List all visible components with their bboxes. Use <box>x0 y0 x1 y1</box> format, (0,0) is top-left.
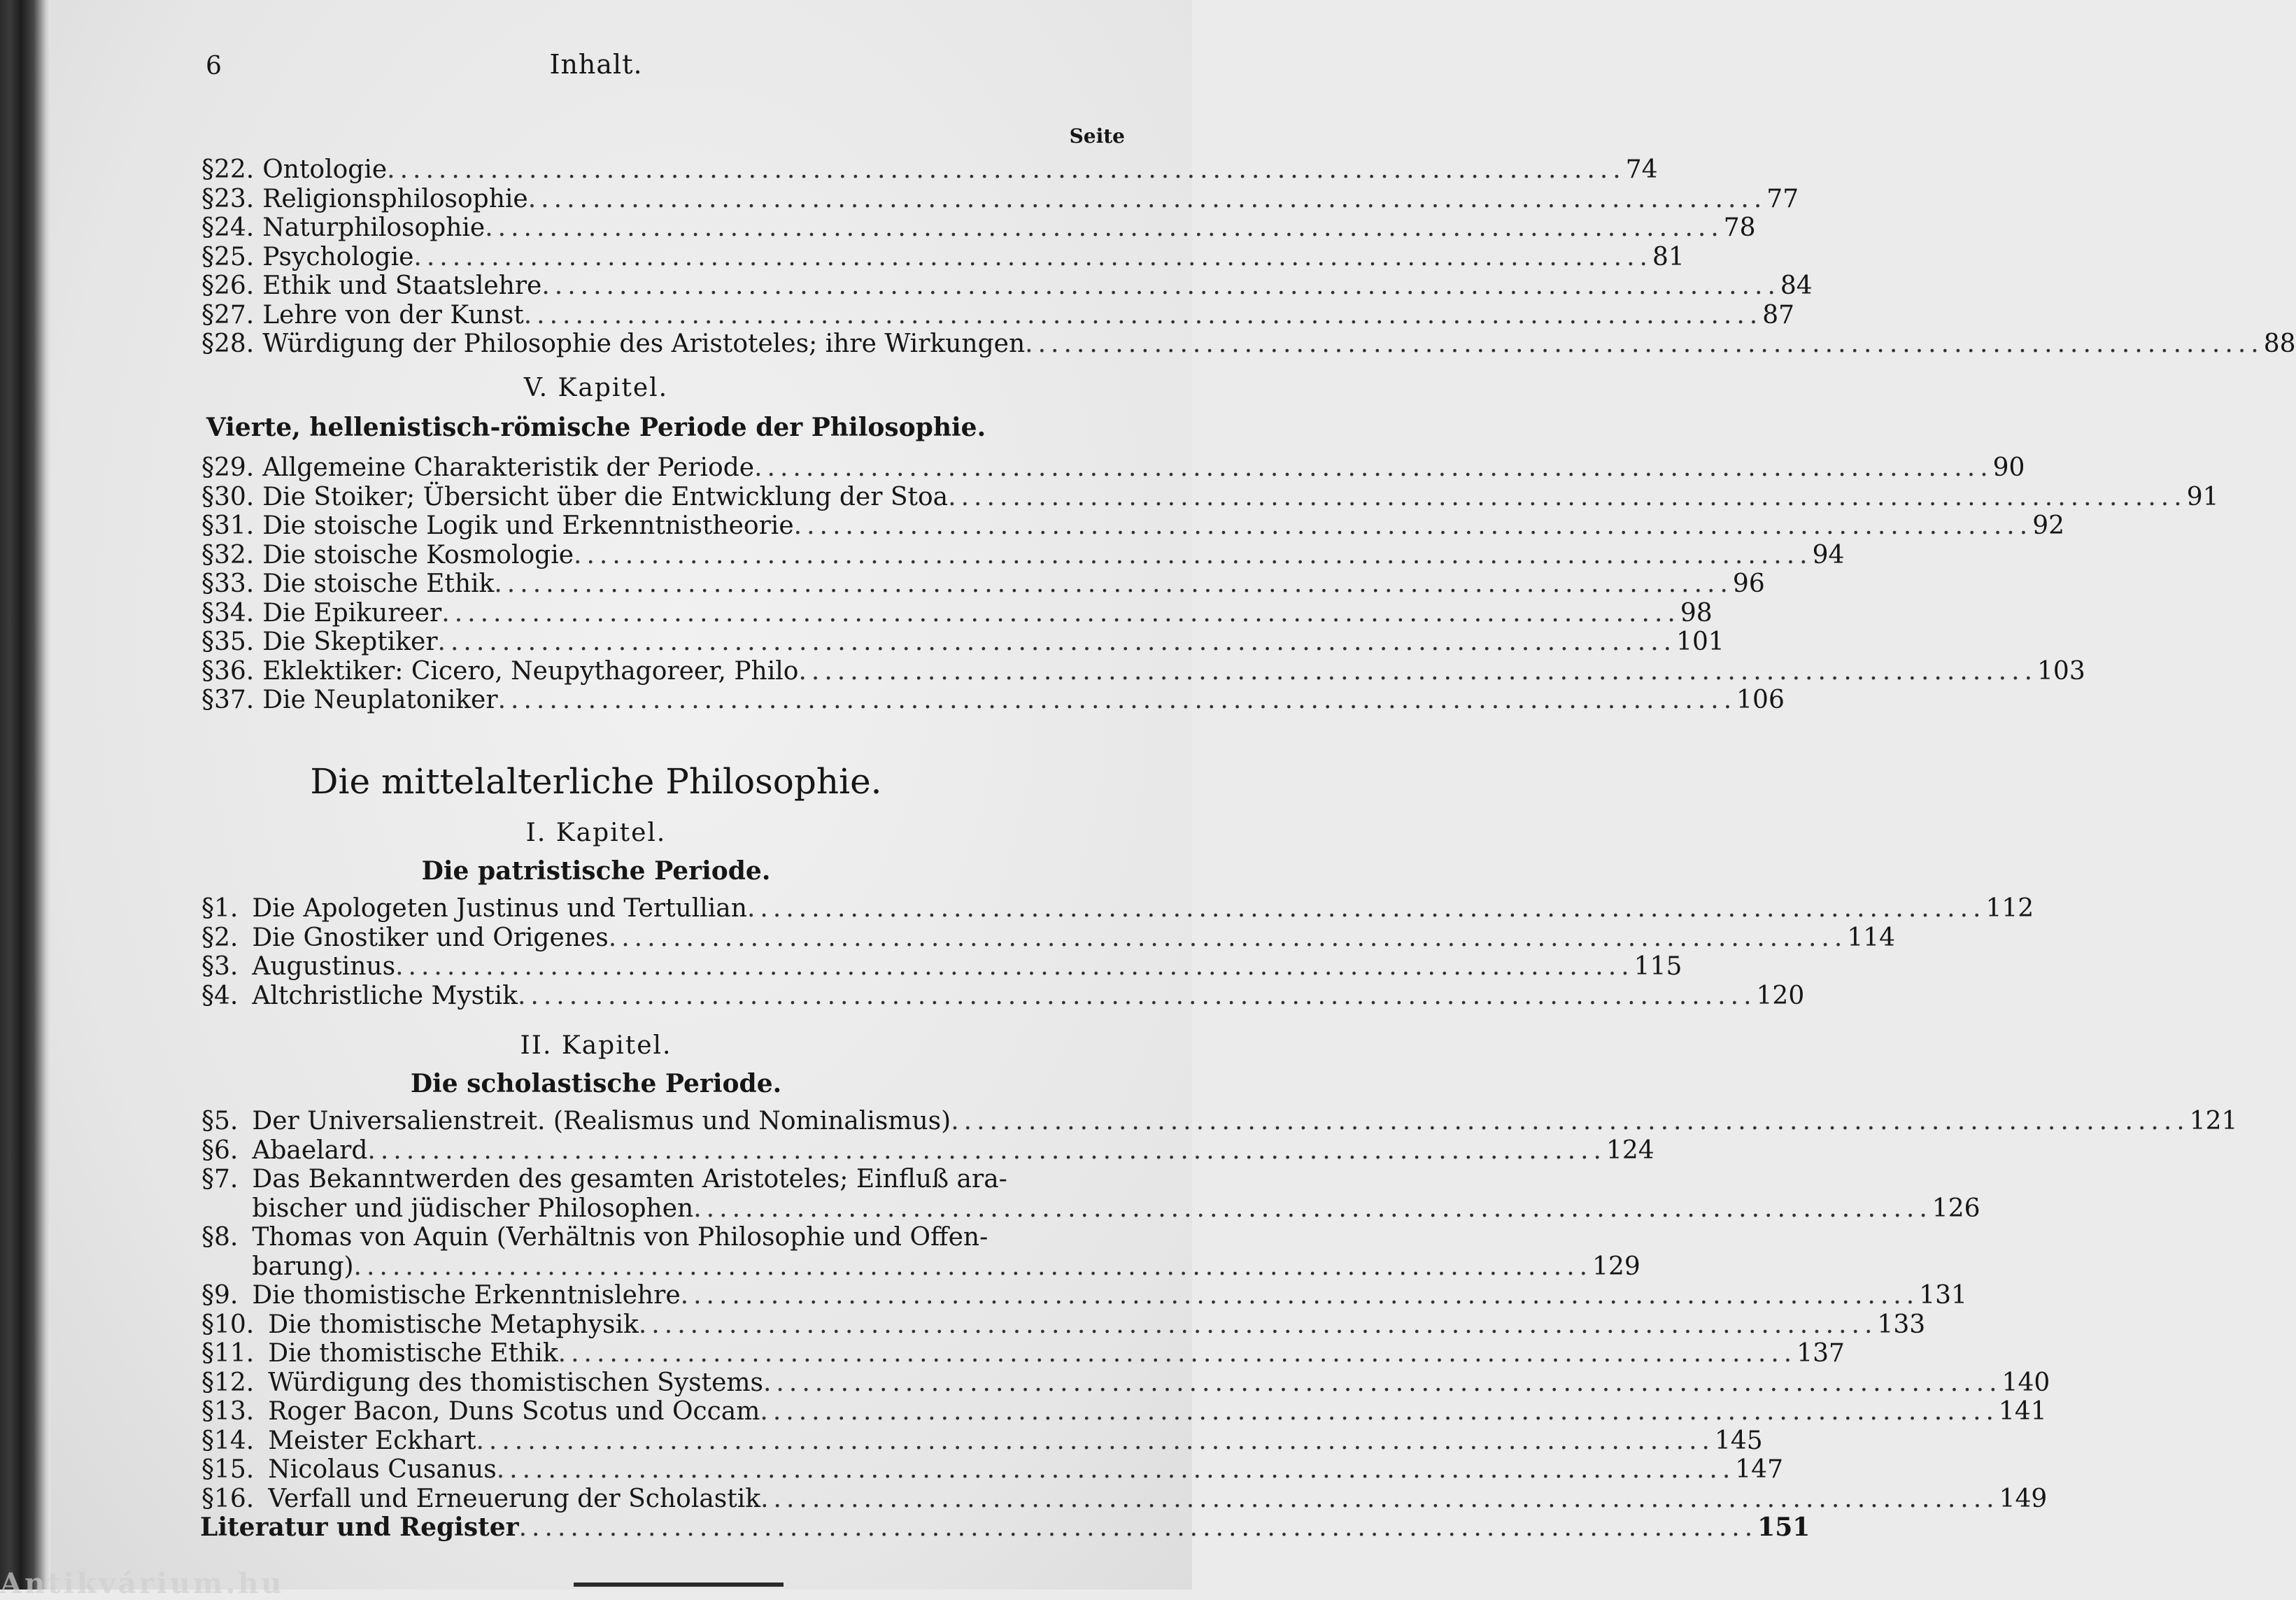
entry-number: 8. <box>214 1223 239 1252</box>
entry-number: 4. <box>214 981 239 1010</box>
entry-number: 24. <box>214 213 255 242</box>
entry-number: 15. <box>214 1455 255 1484</box>
section-sign: § <box>201 271 214 300</box>
entry-title: Die Stoiker; Übersicht über die Entwicklung der Stoa <box>262 482 949 511</box>
leader-dots: ................................................................................................ <box>485 213 1724 242</box>
section-sign: § <box>201 1135 214 1165</box>
toc-entry[interactable] <box>201 1368 2050 1398</box>
leader-dots: ................................................................................................ <box>517 981 1757 1010</box>
toc-block-aristoteles <box>201 155 2296 359</box>
entry-page: 92 <box>2032 511 2064 540</box>
page-number: 6 <box>206 52 222 80</box>
section-sign: § <box>201 453 214 482</box>
entry-title: Altchristliche Mystik <box>252 981 518 1010</box>
toc-entry[interactable] <box>201 242 1685 272</box>
entry-title: Die Gnostiker und Origenes <box>252 923 609 952</box>
toc-entry[interactable] <box>201 1455 1783 1485</box>
section-sign: § <box>201 1455 214 1484</box>
entry-title: Würdigung des thomistischen Systems <box>268 1368 763 1397</box>
entry-number: 35. <box>214 628 255 656</box>
leader-dots: ................................................................................................ <box>760 1484 1999 1513</box>
toc-entry[interactable] <box>201 628 1724 657</box>
leader-dots: ................................................................................................ <box>763 1368 2002 1397</box>
section-sign: § <box>201 894 214 923</box>
entry-title: Würdigung der Philosophie des Aristoteles; ihre Wirkungen <box>262 330 1026 358</box>
entry-number: 32. <box>214 540 255 569</box>
entry-page: 133 <box>1877 1310 1926 1339</box>
entry-page: 129 <box>1592 1252 1640 1281</box>
entry-number: 10. <box>214 1310 255 1339</box>
entry-title-line1: Thomas von Aquin (Verhältnis von Philosophie und Offen- <box>252 1223 988 1252</box>
entry-number: 30. <box>214 482 255 511</box>
entry-number: 33. <box>214 569 255 598</box>
leader-dots: ................................................................................................ <box>497 686 1737 714</box>
entry-title: Meister Eckhart <box>268 1426 476 1455</box>
entry-number: 26. <box>214 271 255 300</box>
entry-page: 96 <box>1732 569 1765 598</box>
watermark: Antikvárium.hu <box>0 1567 285 1600</box>
entry-title: Nicolaus Cusanus <box>268 1455 497 1484</box>
entry-page: 149 <box>1999 1484 2048 1513</box>
section-sign: § <box>201 1339 214 1368</box>
leader-dots: ................................................................................................ <box>951 1107 2190 1135</box>
entry-page: 98 <box>1680 598 1713 628</box>
leader-dots: ................................................................................................ <box>798 656 2038 686</box>
entry-number: 16. <box>214 1484 255 1513</box>
section-sign: § <box>201 981 214 1010</box>
leader-dots: ................................................................................................ <box>1025 330 2264 358</box>
toc-entry[interactable] <box>201 155 1658 185</box>
toc-entry[interactable] <box>201 1426 1763 1456</box>
entry-title-line1: Das Bekanntwerden des gesamten Aristoteles; Einfluß ara- <box>252 1165 1007 1194</box>
toc-entry[interactable] <box>201 1135 1654 1166</box>
bottom-rule <box>574 1583 784 1587</box>
entry-title-line2: barung) <box>252 1252 354 1281</box>
entry-title-line2: bischer und jüdischer Philosophen <box>252 1194 694 1223</box>
chapter-1-label: I. Kapitel. <box>525 819 667 847</box>
leader-dots: ................................................................................................ <box>558 1339 1797 1368</box>
leader-dots: ................................................................................................ <box>608 923 1848 952</box>
entry-page: 121 <box>2189 1107 2238 1135</box>
entry-title: Ontologie <box>262 155 388 184</box>
toc-entry[interactable] <box>201 981 1805 1011</box>
leader-dots: ................................................................................................ <box>413 242 1652 271</box>
section-sign: § <box>201 1426 214 1455</box>
entry-title: Abaelard <box>252 1135 368 1165</box>
entry-title: Die stoische Ethik <box>262 569 495 598</box>
entry-page: 106 <box>1736 686 1785 714</box>
entry-title: Roger Bacon, Duns Scotus und Occam <box>268 1397 760 1426</box>
entry-title: Die thomistische Ethik <box>268 1339 558 1368</box>
entry-title: Verfall und Erneuerung der Scholastik <box>268 1484 761 1513</box>
entry-title: Augustinus <box>252 952 396 981</box>
toc-entry-literatur[interactable] <box>200 1513 1810 1543</box>
leader-dots: ................................................................................................ <box>793 511 2033 540</box>
section-sign: § <box>201 540 214 569</box>
chapter-5-label: V. Kapitel. <box>523 374 669 402</box>
entry-title: Eklektiker: Cicero, Neupythagoreer, Philo <box>262 656 799 686</box>
entry-number: 14. <box>214 1426 255 1455</box>
section-sign: § <box>201 1281 214 1310</box>
toc-entry[interactable] <box>201 686 1785 715</box>
leader-dots: ................................................................................................ <box>367 1135 1606 1165</box>
section-sign: § <box>201 482 214 511</box>
toc-entry[interactable] <box>201 1484 2048 1514</box>
entry-number: 29. <box>214 453 255 482</box>
leader-dots: ................................................................................................ <box>437 628 1677 656</box>
toc-entry[interactable] <box>201 923 1896 953</box>
toc-entry[interactable] <box>201 300 1795 330</box>
entry-number: 13. <box>214 1397 255 1426</box>
section-sign: § <box>201 330 214 358</box>
entry-page: 120 <box>1756 981 1805 1010</box>
entry-page: 131 <box>1919 1281 1967 1310</box>
entry-number: 1. <box>214 894 239 923</box>
section-sign: § <box>201 1165 214 1194</box>
section-sign: § <box>201 1223 214 1252</box>
entry-number: 34. <box>214 598 255 628</box>
leader-dots: ................................................................................................ <box>680 1281 1920 1310</box>
toc-block-hellenistic <box>201 453 2219 715</box>
entry-page: 88 <box>2263 330 2296 358</box>
entry-number: 25. <box>214 242 255 271</box>
entry-title: Die stoische Kosmologie <box>262 540 574 569</box>
section-sign: § <box>201 184 214 213</box>
leader-dots: ................................................................................................ <box>353 1252 1593 1281</box>
leader-dots: ................................................................................................ <box>760 1397 1999 1426</box>
toc-entry[interactable] <box>201 540 1845 570</box>
entry-page: 112 <box>1985 894 2034 923</box>
entry-title: Ethik und Staatslehre <box>262 271 542 300</box>
entry-page: 87 <box>1762 300 1795 330</box>
entry-number: 2. <box>214 923 239 952</box>
entry-page: 84 <box>1780 271 1813 300</box>
toc-block-scholastic <box>200 1107 2238 1543</box>
entry-number: 5. <box>214 1107 239 1135</box>
entry-page: 145 <box>1715 1426 1763 1455</box>
section-sign: § <box>201 569 214 598</box>
entry-title: Die thomistische Erkenntnislehre <box>252 1281 681 1310</box>
section-sign: § <box>201 300 214 330</box>
entry-page: 78 <box>1723 213 1756 242</box>
section-sign: § <box>201 1484 214 1513</box>
entry-title: Lehre von der Kunst <box>262 300 524 330</box>
entry-title: Naturphilosophie <box>262 213 486 242</box>
entry-page: 124 <box>1606 1135 1654 1165</box>
chapter-1-title: Die patristische Periode. <box>421 856 771 886</box>
toc-entry[interactable] <box>201 482 2219 512</box>
chapter-2-label: II. Kapitel. <box>520 1031 672 1060</box>
entry-page: 126 <box>1932 1194 1980 1223</box>
leader-dots: ................................................................................................ <box>494 569 1733 598</box>
toc-entry[interactable] <box>201 569 1765 599</box>
seite-label: Seite <box>1069 125 1125 148</box>
entry-number: 27. <box>214 300 255 330</box>
section-sign: § <box>201 1397 214 1426</box>
running-head: Inhalt. <box>549 49 643 80</box>
entry-page: 91 <box>2186 482 2219 511</box>
leader-dots: ................................................................................................ <box>746 894 1986 923</box>
entry-number: 12. <box>214 1368 255 1397</box>
entry-page: 94 <box>1812 540 1845 569</box>
entry-page: 114 <box>1847 923 1896 952</box>
toc-entry-7[interactable] <box>201 1165 1980 1223</box>
section-sign: § <box>201 923 214 952</box>
leader-dots: ................................................................................................ <box>541 271 1780 300</box>
entry-title: Religionsphilosophie <box>262 184 528 213</box>
entry-number: 22. <box>214 155 255 184</box>
entry-page: 141 <box>1998 1397 2047 1426</box>
leader-dots: ................................................................................................ <box>693 1194 1932 1223</box>
part-title: Die mittelalterliche Philosophie. <box>310 761 882 802</box>
section-sign: § <box>201 242 214 271</box>
section-sign: § <box>201 213 214 242</box>
entry-number: 36. <box>214 656 255 686</box>
entry-title: Die Epikureer <box>262 598 442 628</box>
entry-number: 3. <box>214 952 239 981</box>
entry-number: 23. <box>214 184 255 213</box>
leader-dots: ................................................................................................ <box>527 184 1767 213</box>
toc-entry[interactable] <box>201 511 2064 541</box>
toc-entry[interactable] <box>201 894 2034 923</box>
entry-page: 147 <box>1735 1455 1783 1484</box>
toc-entry[interactable] <box>201 656 2085 686</box>
leader-dots: ................................................................................................ <box>476 1426 1715 1455</box>
entry-number: 9. <box>214 1281 239 1310</box>
toc-entry[interactable] <box>201 184 1799 214</box>
section-sign: § <box>201 952 214 981</box>
section-sign: § <box>201 598 214 628</box>
section-sign: § <box>201 686 214 714</box>
toc-entry[interactable] <box>201 1397 2047 1426</box>
entry-page: 90 <box>1992 453 2025 482</box>
toc-entry[interactable] <box>201 213 1756 243</box>
entry-number: 11. <box>214 1339 255 1368</box>
toc-entry[interactable] <box>201 330 2296 359</box>
entry-number: 31. <box>214 511 255 540</box>
entry-number: 37. <box>214 686 255 714</box>
toc-entry[interactable] <box>201 453 2025 483</box>
toc-entry[interactable] <box>201 1281 1967 1310</box>
toc-block-patristic <box>201 894 2034 1010</box>
literatur-title: Literatur und Register <box>200 1513 519 1542</box>
section-sign: § <box>201 628 214 656</box>
toc-entry[interactable] <box>201 1107 2238 1136</box>
entry-page: 137 <box>1797 1339 1845 1368</box>
section-sign: § <box>201 656 214 686</box>
entry-number: 28. <box>214 330 255 358</box>
entry-page: 115 <box>1634 952 1682 981</box>
leader-dots: ................................................................................................ <box>387 155 1626 184</box>
toc-entry[interactable] <box>201 1339 1845 1368</box>
entry-page: 103 <box>2037 656 2085 686</box>
literatur-page: 151 <box>1757 1513 1810 1542</box>
entry-page: 140 <box>2001 1368 2050 1397</box>
entry-page: 81 <box>1652 242 1685 271</box>
entry-number: 7. <box>214 1165 239 1194</box>
entry-title: Allgemeine Charakteristik der Periode <box>262 453 755 482</box>
entry-page: 77 <box>1766 184 1799 213</box>
entry-title: Die thomistische Metaphysik <box>268 1310 639 1339</box>
leader-dots: ................................................................................................ <box>496 1455 1736 1484</box>
entry-title: Psychologie <box>262 242 414 271</box>
leader-dots: ................................................................................................ <box>395 952 1634 981</box>
leader-dots: ................................................................................................ <box>638 1310 1878 1339</box>
toc-entry-8[interactable] <box>201 1223 1640 1281</box>
entry-page: 101 <box>1676 628 1724 656</box>
leader-dots: ................................................................................................ <box>523 300 1763 330</box>
section-sign: § <box>201 511 214 540</box>
entry-page: 74 <box>1625 155 1658 184</box>
entry-title: Die Neuplatoniker <box>262 686 498 714</box>
section-sign: § <box>201 1368 214 1397</box>
toc-entry[interactable] <box>201 952 1682 982</box>
entry-title: Die Apologeten Justinus und Tertullian <box>252 894 747 923</box>
section-sign: § <box>201 1107 214 1135</box>
leader-dots: ................................................................................................ <box>948 482 2187 511</box>
leader-dots: ................................................................................................ <box>754 453 1993 482</box>
section-sign: § <box>201 1310 214 1339</box>
leader-dots: ................................................................................................ <box>574 540 1813 569</box>
chapter-2-title: Die scholastische Periode. <box>410 1069 782 1098</box>
entry-title: Der Universalienstreit. (Realismus und Nominalismus) <box>252 1107 951 1135</box>
entry-title: Die stoische Logik und Erkenntnistheorie <box>262 511 794 540</box>
leader-dots: ................................................................................................ <box>518 1513 1758 1542</box>
section-sign: § <box>201 155 214 184</box>
entry-number: 6. <box>214 1135 239 1165</box>
chapter-5-title: Vierte, hellenistisch-römische Periode der Philosophie. <box>206 413 986 442</box>
toc-entry[interactable] <box>201 271 1813 301</box>
toc-entry[interactable] <box>201 598 1713 628</box>
toc-entry[interactable] <box>201 1310 1926 1340</box>
leader-dots: ................................................................................................ <box>441 598 1680 628</box>
entry-title: Die Skeptiker <box>262 628 438 656</box>
